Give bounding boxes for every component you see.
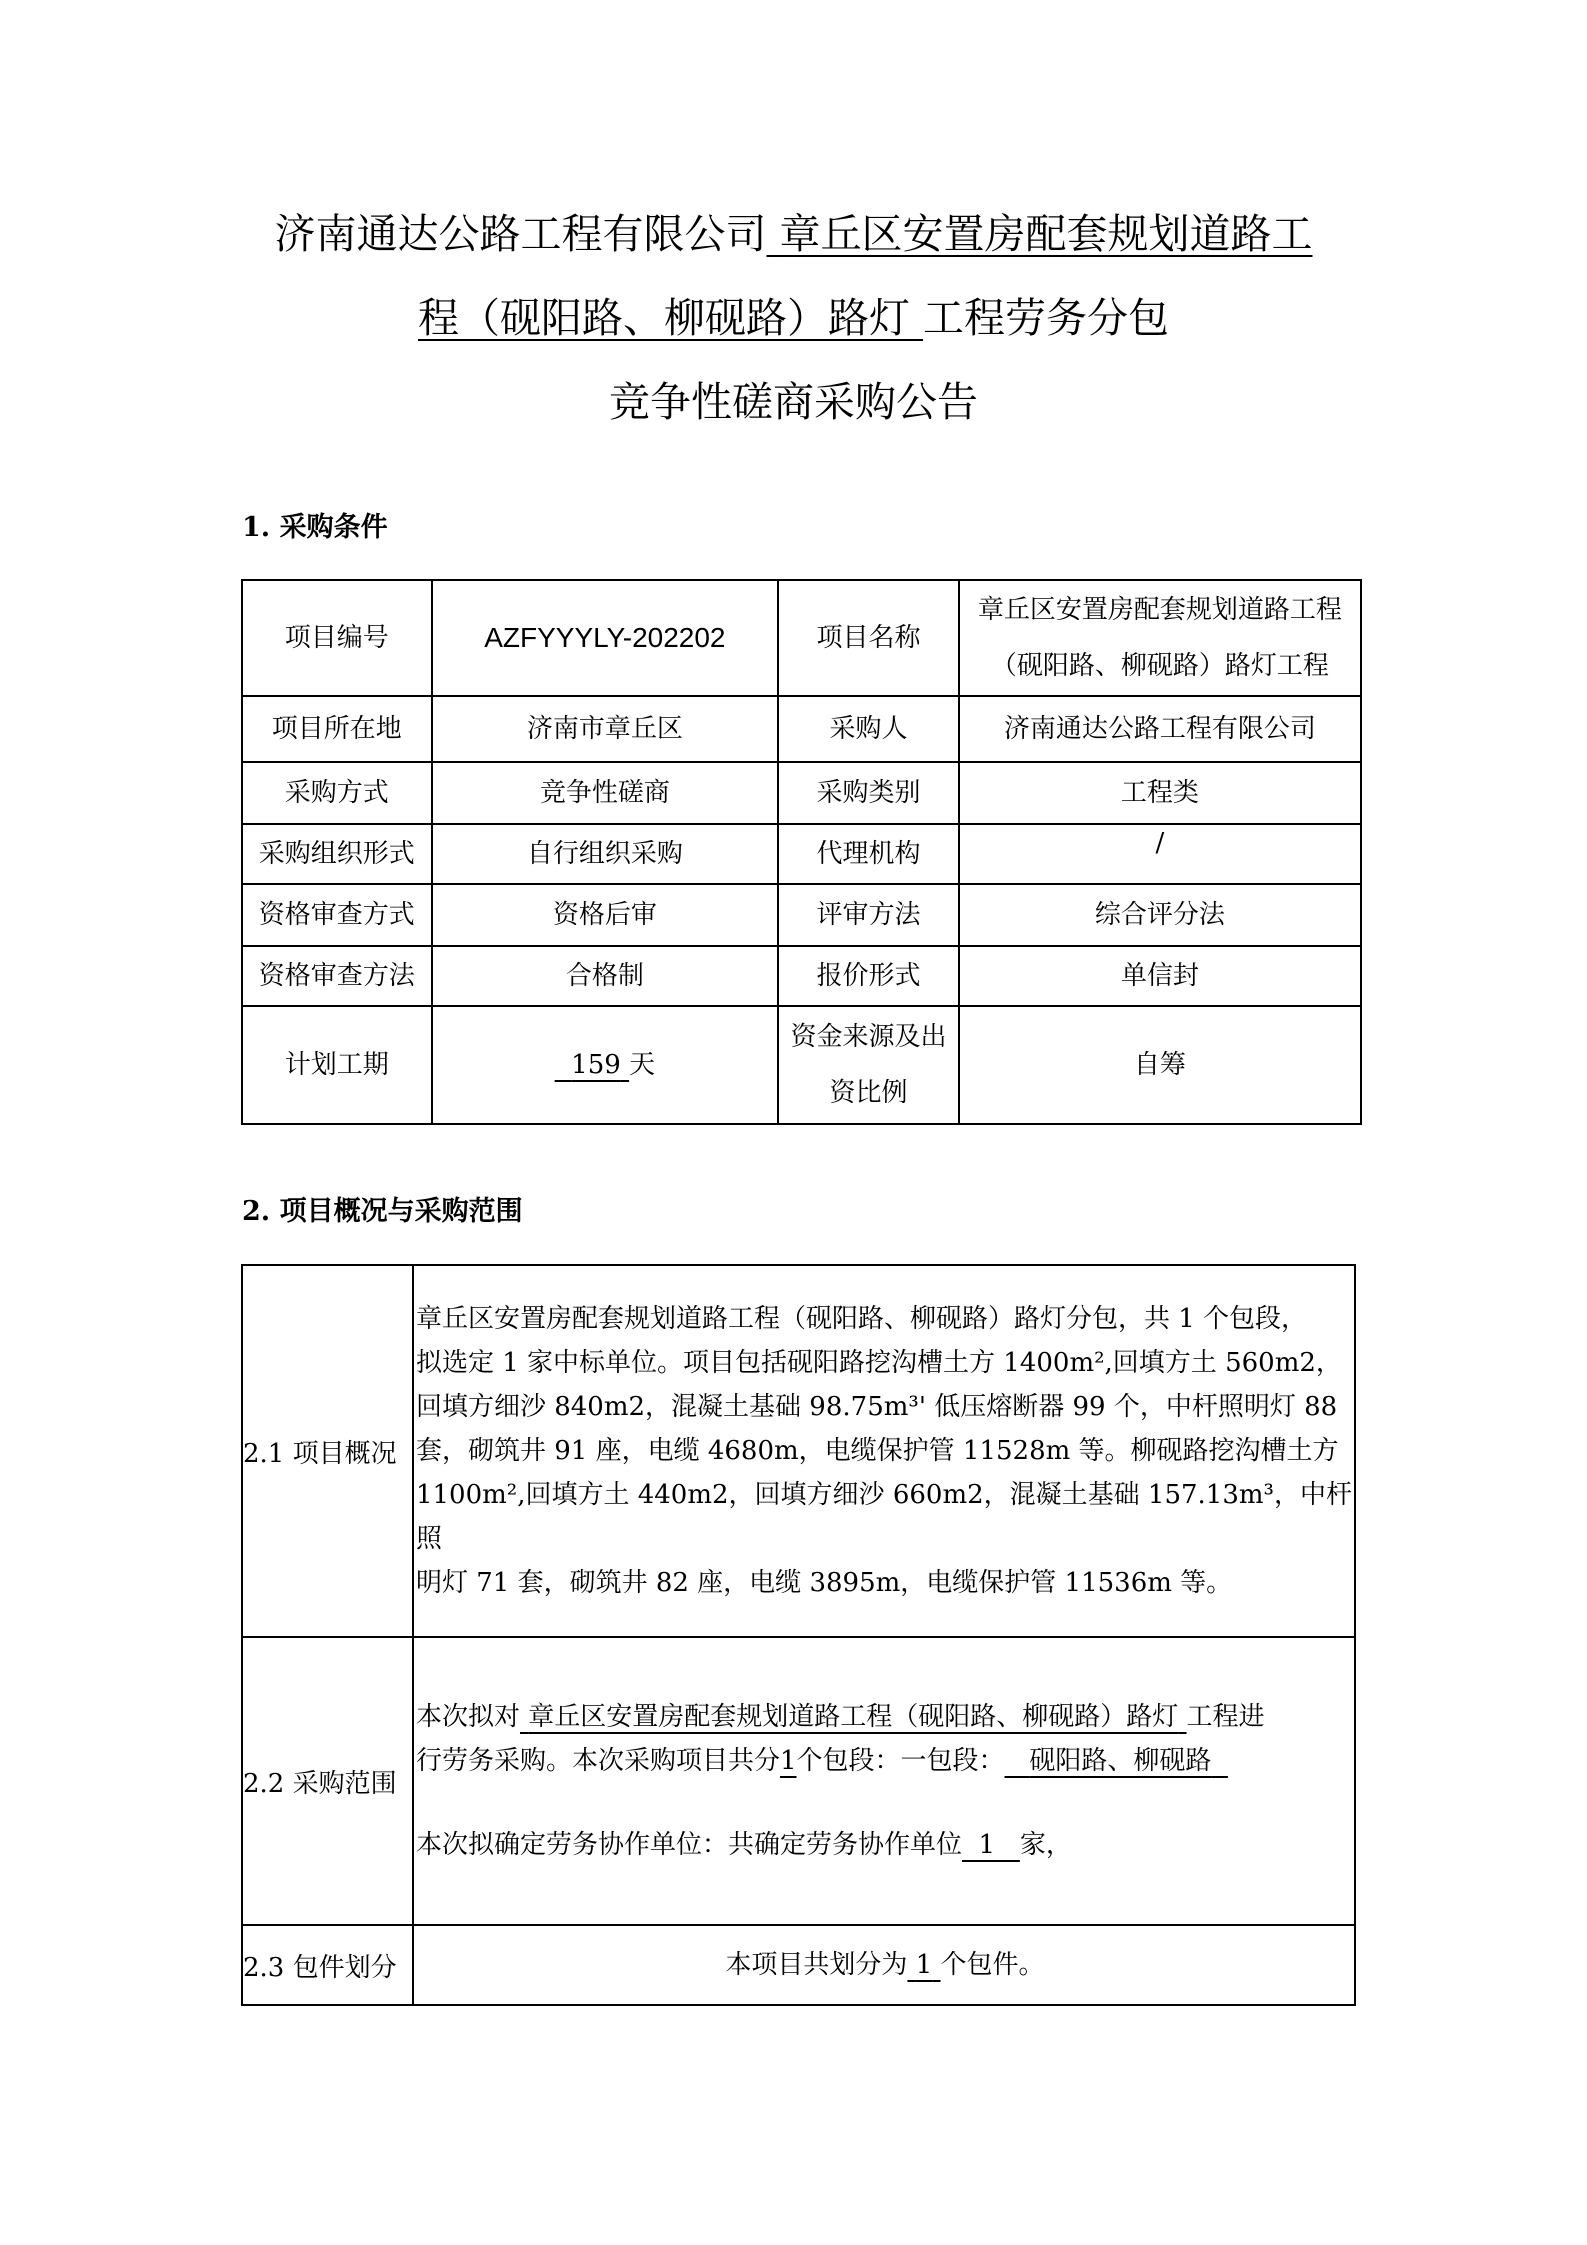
cell-value: 合格制 <box>432 946 779 1006</box>
package-text: 本项目共划分为 1 个包件。 <box>413 1925 1355 2005</box>
cell-label: 采购人 <box>778 696 959 762</box>
project-overview-table <box>241 1264 1356 2006</box>
cell-label: 项目编号 <box>242 580 432 696</box>
cell-label: 报价形式 <box>778 946 959 1006</box>
cell-label: 资金来源及出 资比例 <box>778 1006 959 1124</box>
cell-value: 工程类 <box>959 762 1361 824</box>
cell-value: 自筹 <box>959 1006 1361 1124</box>
doc-title-line2 <box>0 290 1587 346</box>
section1-heading: 1. 采购条件 <box>242 512 388 543</box>
table-row <box>242 762 1361 824</box>
cell-value: 济南市章丘区 <box>432 696 779 762</box>
cell-label: 项目所在地 <box>242 696 432 762</box>
cell-label: 采购方式 <box>242 762 432 824</box>
table-row <box>242 884 1361 946</box>
project-name-underlined-1: 章丘区安置房配套规划道路工 <box>779 210 1313 258</box>
doc-title-line3: 竞争性磋商采购公告 <box>609 378 978 426</box>
table-row <box>242 1006 1361 1124</box>
cell-label: 采购组织形式 <box>242 824 432 884</box>
procurement-conditions-table <box>241 579 1362 1125</box>
cell-value: 资格后审 <box>432 884 779 946</box>
table-row <box>242 824 1361 884</box>
cell-value: 单信封 <box>959 946 1361 1006</box>
cell-label: 资格审查方式 <box>242 884 432 946</box>
cell-label: 资格审查方法 <box>242 946 432 1006</box>
cell-label: 评审方法 <box>778 884 959 946</box>
table-row <box>242 946 1361 1006</box>
project-name-underlined-2: 程（砚阳路、柳砚路）路灯 <box>417 294 910 342</box>
table-row <box>242 1265 1355 1637</box>
project-name: 章丘区安置房配套规划道路工程 （砚阳路、柳砚路）路灯工程 <box>959 580 1361 696</box>
table-row <box>242 1925 1355 2005</box>
section2-heading: 2. 项目概况与采购范围 <box>242 1196 523 1227</box>
scope-text: 本次拟对 章丘区安置房配套规划道路工程（砚阳路、柳砚路）路灯 工程进 行劳务采购。本次采购项目共分1个包段：一包段： 砚阳路、柳砚路 本次拟确定劳务协作单位：共确定劳务协作单位 1 家， <box>413 1637 1355 1925</box>
table-row <box>242 1637 1355 1925</box>
cell-label: 项目名称 <box>778 580 959 696</box>
doc-title-line1 <box>0 206 1587 262</box>
cell-label: 代理机构 <box>778 824 959 884</box>
package-label: 2.3 包件划分 <box>242 1925 413 2005</box>
overview-label: 2.1 项目概况 <box>242 1265 413 1637</box>
title-suffix: 工程劳务分包 <box>923 294 1170 342</box>
scope-label: 2.2 采购范围 <box>242 1637 413 1925</box>
overview-text: 章丘区安置房配套规划道路工程（砚阳路、柳砚路）路灯分包，共 1 个包段， 拟选定 1 家中标单位。项目包括砚阳路挖沟槽土方 1400m²,回填方土 560m2， 回填方细沙 840m2，混凝土基础 98.75m³' 低压熔断器 99 个，中杆照明灯 88 套，砌筑井 91 座，电缆 4680m，电缆保护管 11528m 等。柳砚路挖沟槽土方 1100m²,回填方土 440m2，回填方细沙 660m2，混凝土基础 157.13m³，中杆照 明灯 71 套，砌筑井 82 座，电缆 3895m，电缆保护管 11536m 等。 <box>413 1265 1355 1637</box>
cell-label: 采购类别 <box>778 762 959 824</box>
cell-value: 竞争性磋商 <box>432 762 779 824</box>
cell-value: 自行组织采购 <box>432 824 779 884</box>
planned-duration: 159 天 <box>432 1006 779 1124</box>
cell-label: 计划工期 <box>242 1006 432 1124</box>
cell-value: 综合评分法 <box>959 884 1361 946</box>
project-number: AZFYYYLY-202202 <box>432 580 779 696</box>
table-row <box>242 580 1361 696</box>
cell-value: / <box>959 824 1361 884</box>
table-row <box>242 696 1361 762</box>
company-name: 济南通达公路工程有限公司 <box>274 210 767 258</box>
cell-value: 济南通达公路工程有限公司 <box>959 696 1361 762</box>
